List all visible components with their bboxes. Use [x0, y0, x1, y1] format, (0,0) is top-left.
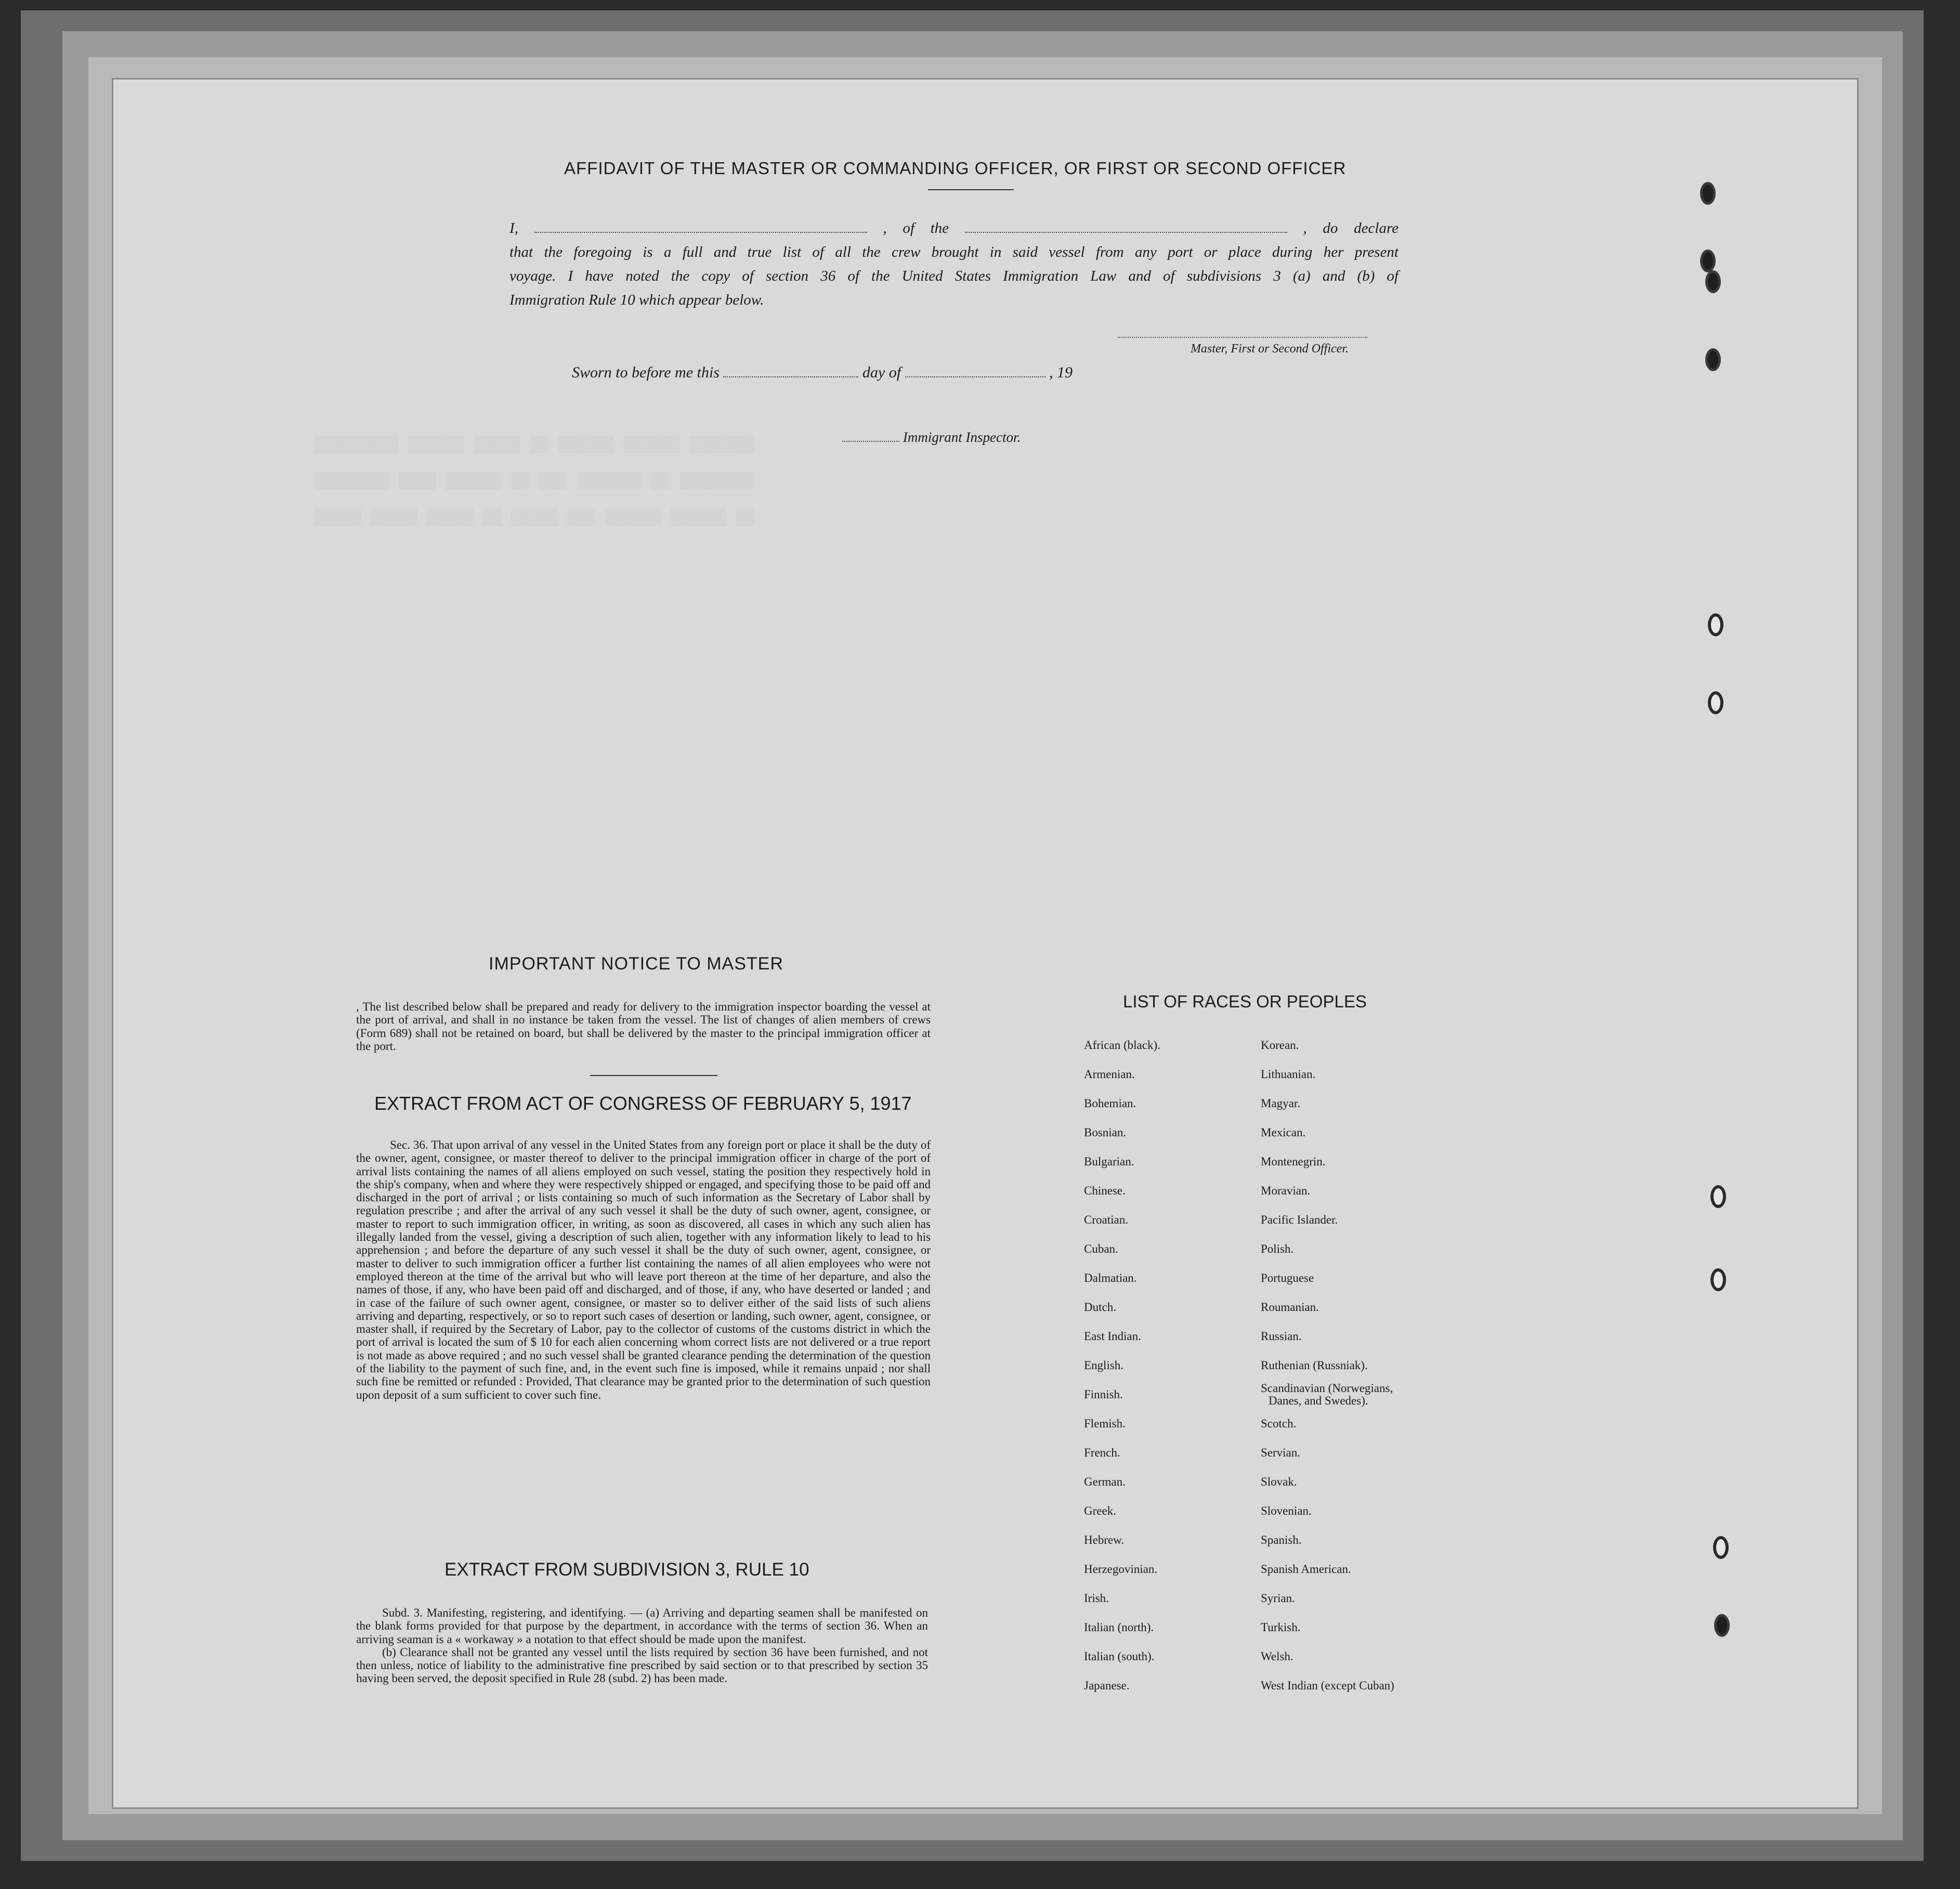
inspector-blank [842, 441, 899, 442]
affidavit-declare: , do declare [1303, 220, 1399, 237]
inspector-caption: Immigrant Inspector. [903, 429, 1021, 445]
affidavit-i: I, [509, 220, 518, 237]
race-item: Croatian. [1084, 1213, 1128, 1226]
sworn-line [572, 364, 1073, 382]
subdivision-title: EXTRACT FROM SUBDIVISION 3, RULE 10 [445, 1559, 809, 1580]
act-title: EXTRACT FROM ACT OF CONGRESS OF FEBRUARY 5, 1917 [374, 1093, 912, 1114]
race-item-continued: Danes, and Swedes). [1269, 1394, 1368, 1407]
affidavit-title: AFFIDAVIT OF THE MASTER OR COMMANDING OFFICER, OR FIRST OR SECOND OFFICER [564, 159, 1347, 178]
bleed-through-texture: ▒▒▒▒▒▒▒▒▒ ▒▒▒▒▒▒ ▒▒▒▒▒ ▒▒ ▒▒▒▒▒▒ ▒▒▒▒▒▒ ▒▒▒▒▒▒▒ ▒▒▒▒▒▒▒▒ ▒▒▒▒ ▒▒▒▒▒▒ ▒▒ ▒▒▒ ▒▒▒▒▒▒▒ ▒▒ ▒▒▒▒▒▒▒▒ ▒▒▒▒▒ ▒▒▒▒▒ ▒▒▒▒▒ ▒▒ ▒▒▒▒▒ ▒▒▒ ▒▒▒▒▒▒ ▒▒▒▒▒▒ ▒▒ [315, 437, 755, 527]
affidavit-line-4: Immigration Rule 10 which appear below. [509, 292, 764, 308]
race-item: Lithuanian. [1261, 1068, 1316, 1081]
race-item: English. [1084, 1359, 1124, 1372]
race-item: Russian. [1261, 1330, 1302, 1343]
sworn-day-blank [723, 376, 858, 377]
races-title: LIST OF RACES OR PEOPLES [1123, 992, 1367, 1011]
punch-hole [1708, 691, 1723, 714]
title-rule [928, 189, 1014, 190]
name-blank [534, 232, 867, 233]
affidavit-line-3: voyage. I have noted the copy of section 36 of the United States Immigration Law and of subdivisions 3 (a) and (b) of [509, 268, 1399, 284]
notice-title: IMPORTANT NOTICE TO MASTER [489, 954, 783, 974]
race-item: Spanish. [1261, 1533, 1302, 1546]
race-item: Hebrew. [1084, 1533, 1125, 1546]
punch-hole [1708, 613, 1723, 636]
race-item: Dalmatian. [1084, 1271, 1137, 1284]
race-item: Armenian. [1084, 1068, 1135, 1081]
sworn-text: Sworn to before me this [572, 364, 720, 381]
race-item: Syrian. [1261, 1592, 1295, 1605]
notice-text: , The list described below shall be prepared and ready for delivery to the immigration inspector boarding the vessel at the port of arrival, and shall in no instance be taken from the vessel. The list of changes of alien members of crews (Form 689) shall not be retained on board, but shall be delivered by the master to the principal immigration officer at the port. [356, 1000, 931, 1053]
race-item: Scotch. [1261, 1417, 1297, 1430]
race-item: Magyar. [1261, 1097, 1301, 1110]
race-item: German. [1084, 1475, 1126, 1488]
race-item: Pacific Islander. [1261, 1213, 1338, 1226]
race-item: Chinese. [1084, 1184, 1126, 1197]
subdivision-text-b: (b) Clearance shall not be granted any vessel until the lists required by section 36 have been furnished, and not then unless, notice of liability to the administrative fine prescribed by said section or to that prescribed by section 35 having been served, the deposit specified in Rule 28 (subd. 2) has been made. [356, 1645, 928, 1685]
section-rule [590, 1075, 717, 1076]
race-item: Roumanian. [1261, 1301, 1319, 1314]
race-item: Bulgarian. [1084, 1155, 1134, 1168]
race-item: Greek. [1084, 1504, 1116, 1517]
race-item: Ruthenian (Russniak). [1261, 1359, 1368, 1372]
punch-hole [1705, 348, 1721, 371]
race-item: Korean. [1261, 1039, 1299, 1052]
race-item: Slovenian. [1261, 1504, 1312, 1517]
affidavit-line-2: that the foregoing is a full and true list of all the crew brought in said vessel from any port or place during her present [509, 244, 1399, 260]
race-item: Portuguese [1261, 1271, 1314, 1284]
sworn-month-blank [905, 376, 1046, 377]
inspector-line [842, 429, 1021, 445]
signature-caption: Master, First or Second Officer. [1191, 342, 1349, 356]
subdivision-text-a: Subd. 3. Manifesting, registering, and identifying. — (a) Arriving and departing seamen shall be manifested on the blank forms provided for that purpose by the department, in accordance with the terms of section 36. When an arriving seaman is a « workaway » a notation to that effect should be made upon the manifest. [356, 1606, 928, 1646]
race-item: Spanish American. [1261, 1563, 1351, 1576]
punch-hole [1713, 1536, 1729, 1559]
race-item: Bosnian. [1084, 1126, 1127, 1139]
punch-hole [1705, 270, 1721, 293]
sworn-year: , 19 [1049, 364, 1073, 381]
act-text: Sec. 36. That upon arrival of any vessel in the United States from any foreign port or place it shall be the duty of the owner, agent, consignee, or master thereof to deliver to the principal immigration officer in charge of the port of arrival lists containing the names of all aliens employed on such vessel, stating the position they respectively hold in the ship's company, when and where they were respectively shipped or engaged, and specifying those to be paid off and discharged in the port of arrival ; or lists containing so much of such information as the Secretary of Labor shall by regulation prescribe ; and after the arrival of any such vessel it shall be the duty of such owner, agent, consignee, or master to report to such immigration officer, in writing, as soon as discovered, all cases in which any such alien has illegally landed from the vessel, giving a description of such alien, together with any information likely to lead to his apprehension ; and before the departure of any such vessel it shall be the duty of such owner, agent, consignee, or master to deliver to such immigration officer a further list containing the names of all alien employees who were not employed thereon at the time of the arrival but who will leave port thereon at the time of her departure, and also the names of those, if any, who have been paid off and discharged, and of those, if any, who have deserted or landed ; and in case of the failure of such owner agent, consignee, or master so to deliver either of the said lists of such aliens arriving and departing, respectively, or so to report such cases of desertion or landing, such owner, agent, consignee, or master shall, if required by the Secretary of Labor, pay to the collector of customs of the customs district in which the port of arrival is located the sum of $ 10 for each alien concerning whom correct lists are not delivered or a true report is not made as above required ; and no such vessel shall be granted clearance pending the determination of the question of the liability to the payment of such fine, and, in the event such fine is imposed, while it remains unpaid ; nor shall such fine be remitted or refunded : Provided, That clearance may be granted prior to the determination of such question upon deposit of a sum sufficient to cover such fine. [356, 1138, 931, 1401]
race-item: Moravian. [1261, 1184, 1311, 1197]
race-item: Mexican. [1261, 1126, 1306, 1139]
race-item: West Indian (except Cuban) [1261, 1679, 1394, 1692]
race-item: Italian (north). [1084, 1621, 1154, 1634]
race-item: Scandinavian (Norwegians, [1261, 1382, 1393, 1395]
race-item: Irish. [1084, 1592, 1109, 1605]
affidavit-of-the: , of the [883, 220, 949, 237]
race-item: Flemish. [1084, 1417, 1126, 1430]
race-item: Bohemian. [1084, 1097, 1136, 1110]
race-item: Dutch. [1084, 1301, 1116, 1314]
race-item: Italian (south). [1084, 1650, 1155, 1663]
race-item: Polish. [1261, 1242, 1294, 1255]
punch-hole [1710, 1268, 1726, 1291]
race-item: Montenegrin. [1261, 1155, 1326, 1168]
signature-line [1118, 337, 1367, 338]
race-item: African (black). [1084, 1039, 1160, 1052]
race-item: Turkish. [1261, 1621, 1301, 1634]
race-item: Herzegovinian. [1084, 1563, 1158, 1576]
race-item: Japanese. [1084, 1679, 1130, 1692]
punch-hole [1700, 250, 1716, 272]
punch-hole [1714, 1614, 1730, 1637]
subdivision-text [356, 1606, 928, 1685]
sworn-day-of: day of [862, 364, 901, 381]
vessel-blank [965, 232, 1287, 233]
race-item: Slovak. [1261, 1475, 1297, 1488]
race-item: French. [1084, 1446, 1120, 1459]
punch-hole [1710, 1185, 1726, 1208]
race-item: Servian. [1261, 1446, 1301, 1459]
race-item: East Indian. [1084, 1330, 1141, 1343]
race-item: Finnish. [1084, 1388, 1123, 1401]
document-page [112, 78, 1859, 1809]
race-item: Cuban. [1084, 1242, 1118, 1255]
punch-hole [1700, 182, 1716, 205]
affidavit-line-1 [509, 220, 1399, 237]
race-item: Welsh. [1261, 1650, 1293, 1663]
